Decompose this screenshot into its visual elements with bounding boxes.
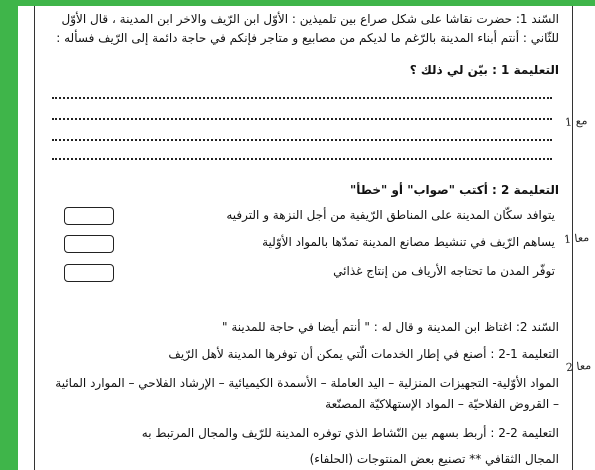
source-1-line-1: السّند 1: حضرت نقاشا على شكل صراع بين تلميذين : الأوّل ابن الرّيف والاخر ابن المدينة ، قال الأوّل: [61, 12, 559, 26]
word-list-line-1: المواد الأوّلية- التجهيزات المنزلية – اليد العاملة – الأسمدة الكيميائية – الإرشاد الفلاحي – الموارد المائية: [55, 376, 559, 390]
margin-note-1: مع 1: [564, 113, 588, 130]
statement-3: توفّر المدن ما تحتاجه الأرياف من إنتاج غذائي: [333, 264, 555, 278]
instruction-2-2: التعليمة 2-2 : أربط بسهم بين النّشاط الذي توفره المدينة للرّيف والمجال المرتبط به: [141, 426, 559, 440]
word-list-line-2: – القروض الفلاحيّة – المواد الإستهلاكيّة المصنّعة: [325, 397, 559, 411]
instruction-1-2: التعليمة 1-2 : أصنع في إطار الخدمات الّتي يمكن أن توفرها المدينة لأهل الرّيف: [168, 347, 559, 361]
answer-dotted-line-3[interactable]: [52, 139, 552, 141]
green-border-left: [0, 0, 18, 470]
answer-box-2[interactable]: [64, 235, 114, 253]
answer-dotted-line-2[interactable]: [52, 118, 552, 120]
instruction-1: التعليمة 1 : بيّن لي ذلك ؟: [409, 63, 559, 77]
statement-1: يتوافد سكّان المدينة على المناطق الرّيفية من أجل النزهة و الترفيه: [226, 208, 555, 222]
answer-dotted-line-4[interactable]: [52, 158, 552, 160]
source-2: السّند 2: اغتاظ ابن المدينة و قال له : " أنتم أيضا في حاجة للمدينة ": [222, 320, 559, 334]
instruction-2: التعليمة 2 : أكتب "صواب" أو "خطأ": [349, 183, 559, 197]
answer-box-3[interactable]: [64, 264, 114, 282]
answer-box-1[interactable]: [64, 207, 114, 225]
source-1-line-2: للثّاني : أنتم أبناء المدينة بالرّغم ما لديكم من مصابيع و متاجر فإنكم في حاجة دائمة إلى الرّيف فسأله :: [56, 31, 559, 45]
answer-dotted-line-1[interactable]: [52, 97, 552, 99]
margin-note-2: معا 1: [563, 230, 590, 247]
statement-2: يساهم الرّيف في تنشيط مصانع المدينة تمدّها بالمواد الأوّلية: [262, 235, 555, 249]
margin-note-3: معا 2: [565, 358, 592, 375]
matching-item-1: المجال الثقافي ** تصنيع بعض المنتوجات (الحلفاء): [309, 452, 559, 466]
